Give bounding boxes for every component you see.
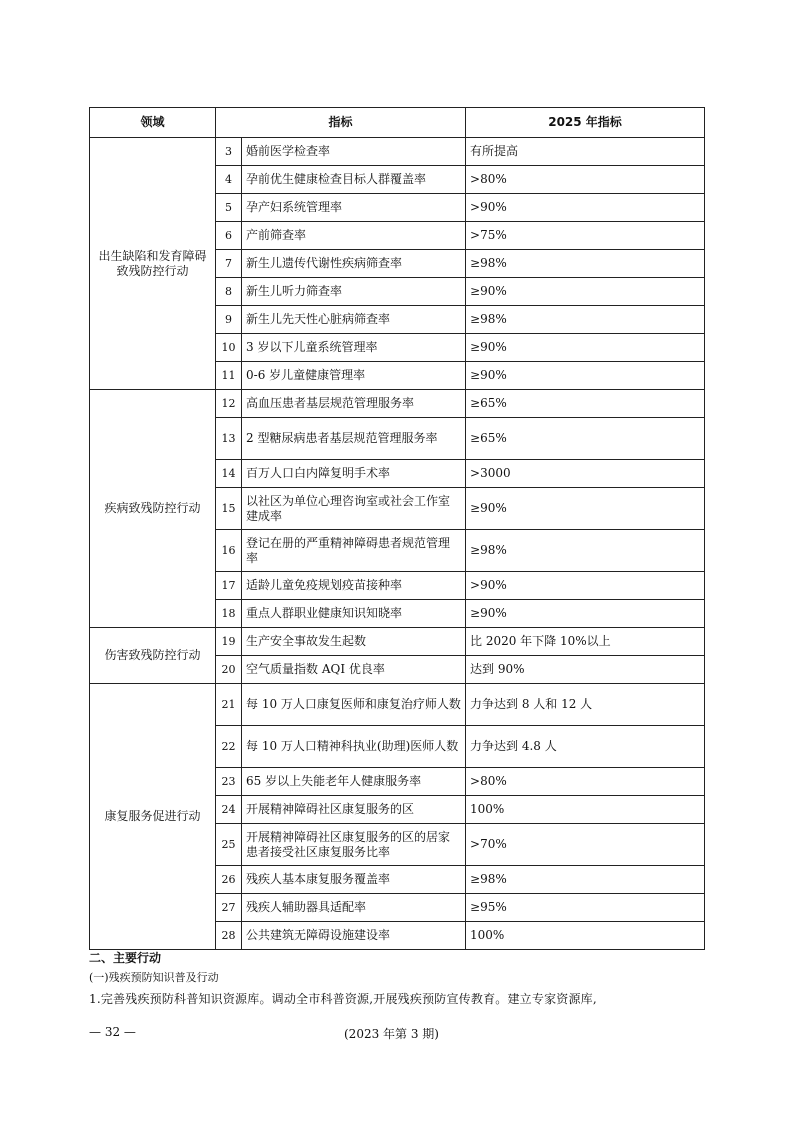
num-cell: 23 — [216, 768, 242, 796]
num-cell: 28 — [216, 922, 242, 950]
target-cell: 力争达到 4.8 人 — [466, 726, 705, 768]
num-cell: 18 — [216, 600, 242, 628]
target-cell: ≥65% — [466, 418, 705, 460]
num-cell: 13 — [216, 418, 242, 460]
num-cell: 3 — [216, 138, 242, 166]
indicator-cell: 产前筛查率 — [242, 222, 466, 250]
body-paragraph: 1.完善残疾预防科普知识资源库。调动全市科普资源,开展残疾预防宣传教育。建立专家资源库, — [89, 992, 597, 1006]
indicator-cell: 公共建筑无障碍设施建设率 — [242, 922, 466, 950]
indicator-cell: 开展精神障碍社区康复服务的区 — [242, 796, 466, 824]
target-cell: ≥98% — [466, 250, 705, 278]
num-cell: 20 — [216, 656, 242, 684]
indicator-cell: 空气质量指数 AQI 优良率 — [242, 656, 466, 684]
target-cell: ≥90% — [466, 362, 705, 390]
indicator-cell: 每 10 万人口精神科执业(助理)医师人数 — [242, 726, 466, 768]
indicator-cell: 每 10 万人口康复医师和康复治疗师人数 — [242, 684, 466, 726]
table-row — [90, 684, 705, 726]
indicator-cell: 65 岁以上失能老年人健康服务率 — [242, 768, 466, 796]
num-cell: 17 — [216, 572, 242, 600]
target-cell: 有所提高 — [466, 138, 705, 166]
table-body — [90, 138, 705, 950]
indicator-cell: 适龄儿童免疫规划疫苗接种率 — [242, 572, 466, 600]
target-cell: 比 2020 年下降 10%以上 — [466, 628, 705, 656]
target-cell: ≥65% — [466, 390, 705, 418]
target-cell: ≥90% — [466, 600, 705, 628]
num-cell: 14 — [216, 460, 242, 488]
table-row — [90, 390, 705, 418]
domain-cell: 疾病致残防控行动 — [90, 390, 216, 628]
indicator-cell: 生产安全事故发生起数 — [242, 628, 466, 656]
table-row — [90, 628, 705, 656]
target-cell: ≥98% — [466, 306, 705, 334]
indicator-cell: 孕产妇系统管理率 — [242, 194, 466, 222]
target-cell: 100% — [466, 796, 705, 824]
indicator-cell: 以社区为单位心理咨询室或社会工作室建成率 — [242, 488, 466, 530]
indicator-cell: 孕前优生健康检查目标人群覆盖率 — [242, 166, 466, 194]
indicator-cell: 残疾人基本康复服务覆盖率 — [242, 866, 466, 894]
domain-cell: 出生缺陷和发育障碍致残防控行动 — [90, 138, 216, 390]
indicator-cell: 高血压患者基层规范管理服务率 — [242, 390, 466, 418]
num-cell: 5 — [216, 194, 242, 222]
num-cell: 10 — [216, 334, 242, 362]
domain-cell: 康复服务促进行动 — [90, 684, 216, 950]
target-cell: ≥90% — [466, 278, 705, 306]
num-cell: 6 — [216, 222, 242, 250]
header-target: 2025 年指标 — [466, 108, 705, 138]
header-indicator: 指标 — [216, 108, 466, 138]
table-header-row — [90, 108, 705, 138]
num-cell: 26 — [216, 866, 242, 894]
domain-cell: 伤害致残防控行动 — [90, 628, 216, 684]
target-cell: 100% — [466, 922, 705, 950]
section-title: 二、主要行动 — [89, 951, 162, 965]
target-cell: >80% — [466, 166, 705, 194]
num-cell: 22 — [216, 726, 242, 768]
page-number: — 32 — — [89, 1025, 136, 1039]
num-cell: 9 — [216, 306, 242, 334]
indicator-cell: 婚前医学检查率 — [242, 138, 466, 166]
indicator-cell: 百万人口白内障复明手术率 — [242, 460, 466, 488]
indicator-cell: 新生儿听力筛查率 — [242, 278, 466, 306]
indicator-cell: 重点人群职业健康知识知晓率 — [242, 600, 466, 628]
num-cell: 21 — [216, 684, 242, 726]
target-cell: >90% — [466, 194, 705, 222]
indicator-cell: 开展精神障碍社区康复服务的区的居家患者接受社区康复服务比率 — [242, 824, 466, 866]
target-cell: >3000 — [466, 460, 705, 488]
target-cell: ≥95% — [466, 894, 705, 922]
indicator-table — [89, 107, 705, 950]
target-cell: >70% — [466, 824, 705, 866]
target-cell: ≥98% — [466, 530, 705, 572]
subsection-title: (一)残疾预防知识普及行动 — [89, 971, 219, 984]
num-cell: 11 — [216, 362, 242, 390]
header-domain: 领域 — [90, 108, 216, 138]
target-cell: ≥98% — [466, 866, 705, 894]
target-cell: >80% — [466, 768, 705, 796]
num-cell: 16 — [216, 530, 242, 572]
num-cell: 25 — [216, 824, 242, 866]
num-cell: 19 — [216, 628, 242, 656]
target-cell: 力争达到 8 人和 12 人 — [466, 684, 705, 726]
indicator-cell: 新生儿先天性心脏病筛查率 — [242, 306, 466, 334]
num-cell: 24 — [216, 796, 242, 824]
num-cell: 15 — [216, 488, 242, 530]
indicator-cell: 0-6 岁儿童健康管理率 — [242, 362, 466, 390]
indicator-cell: 残疾人辅助器具适配率 — [242, 894, 466, 922]
num-cell: 8 — [216, 278, 242, 306]
indicator-cell: 2 型糖尿病患者基层规范管理服务率 — [242, 418, 466, 460]
indicator-cell: 新生儿遗传代谢性疾病筛查率 — [242, 250, 466, 278]
target-cell: >75% — [466, 222, 705, 250]
table-row — [90, 138, 705, 166]
num-cell: 7 — [216, 250, 242, 278]
num-cell: 12 — [216, 390, 242, 418]
num-cell: 4 — [216, 166, 242, 194]
indicator-cell: 登记在册的严重精神障碍患者规范管理率 — [242, 530, 466, 572]
indicator-cell: 3 岁以下儿童系统管理率 — [242, 334, 466, 362]
target-cell: ≥90% — [466, 334, 705, 362]
num-cell: 27 — [216, 894, 242, 922]
issue-label: (2023 年第 3 期) — [344, 1027, 439, 1041]
target-cell: >90% — [466, 572, 705, 600]
target-cell: 达到 90% — [466, 656, 705, 684]
target-cell: ≥90% — [466, 488, 705, 530]
